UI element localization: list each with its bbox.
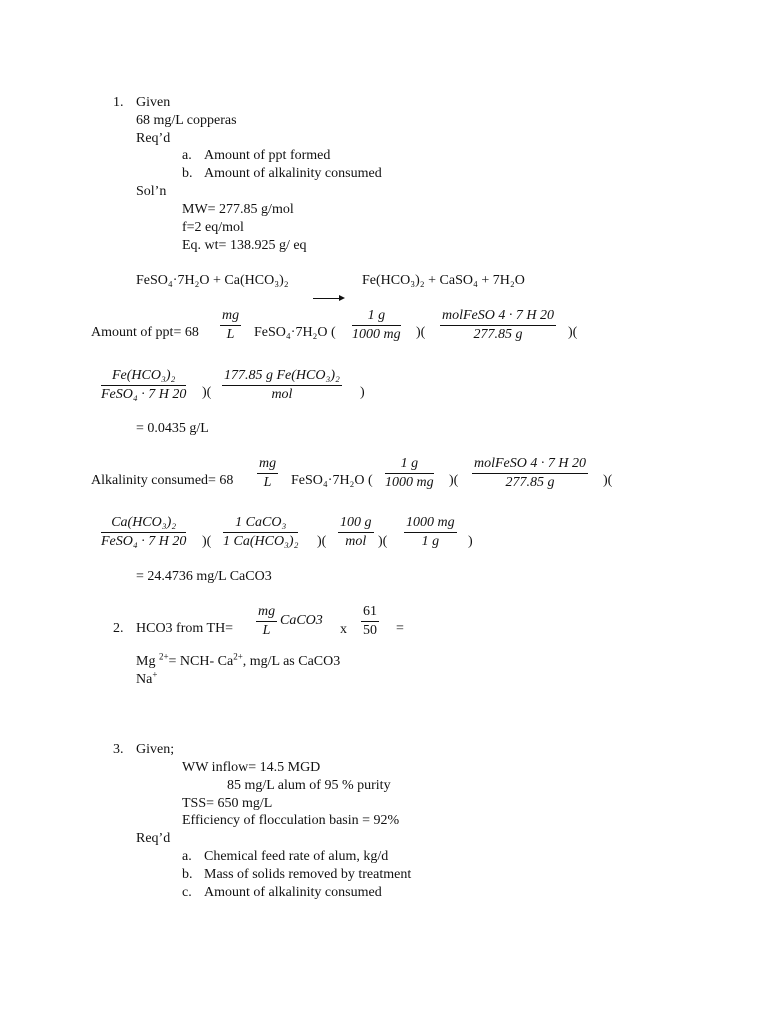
required-heading: Req’d: [136, 131, 171, 146]
alkalinity-label: Alkalinity consumed= 68: [91, 473, 234, 488]
fraction-mol-per-g: [472, 456, 588, 491]
reaction-reactants: FeSO₄·7H₂O + Ca(HCO₃)₂: [136, 273, 289, 288]
na-symbol: Na: [136, 672, 153, 687]
req-a-label: a.: [182, 849, 192, 864]
fraction-mg-per-g: [404, 515, 457, 550]
paren: )(: [416, 325, 426, 340]
fraction-denominator: FeSO₄ · 7 H 20: [101, 534, 187, 549]
fraction-numerator: Ca(HCO₃)₂: [101, 515, 186, 533]
req-b-label: b.: [182, 166, 193, 181]
fraction-fe-per-feso4: [101, 368, 186, 403]
paren: )(: [449, 473, 459, 488]
fraction-numerator: Fe(HCO₃)₂: [101, 368, 186, 386]
solution-heading: Sol’n: [136, 184, 167, 199]
fraction-numerator: 1 g: [385, 456, 434, 474]
paren: )(: [603, 473, 613, 488]
fraction-numerator: 1 g: [352, 308, 401, 326]
ppt-compound: FeSO₄·7H₂O (: [254, 325, 336, 340]
na-ion: [136, 669, 158, 688]
ion-balance-line: [136, 651, 341, 670]
fraction-numerator: 177.85 g Fe(HCO₃)₂: [222, 368, 342, 386]
fraction-denominator: 1 g: [421, 534, 440, 549]
equivalent-weight: Eq. wt= 138.925 g/ eq: [182, 238, 307, 253]
fraction-numerator: 61: [361, 604, 379, 622]
req-c-label: c.: [182, 885, 192, 900]
fraction-denominator: mol: [271, 387, 293, 402]
fraction-g-per-mg: [352, 308, 401, 343]
fraction-denominator: L: [226, 327, 235, 342]
problem-2-number: 2.: [113, 621, 124, 636]
fraction-denominator: 50: [363, 623, 377, 638]
paren: ): [468, 534, 473, 549]
given-heading: Given: [136, 95, 171, 110]
flocculation-efficiency: Efficiency of flocculation basin = 92%: [182, 813, 400, 828]
problem-1-number: 1.: [113, 95, 124, 110]
paren: )(: [202, 534, 212, 549]
mg-ion: Mg: [136, 654, 156, 669]
ion-balance-unit: , mg/L as CaCO3: [242, 654, 341, 669]
fraction-61-over-50: [361, 604, 379, 639]
fraction-denominator: L: [262, 623, 271, 638]
fraction-denominator: mol: [345, 534, 367, 549]
fraction-numerator: 1000 mg: [404, 515, 457, 533]
times-sign: x: [340, 622, 347, 637]
fraction-numerator: mg: [257, 456, 278, 474]
alkalinity-compound: FeSO₄·7H₂O (: [291, 473, 373, 488]
reaction-products: Fe(HCO₃)₂ + CaSO₄ + 7H₂O: [362, 273, 525, 288]
na-charge: +: [152, 669, 158, 680]
req-b-text: Amount of alkalinity consumed: [204, 166, 382, 181]
fraction-denominator: FeSO₄ · 7 H 20: [101, 387, 187, 402]
mg-charge: 2+: [158, 651, 169, 662]
problem-3-number: 3.: [113, 742, 124, 757]
alkalinity-result: = 24.4736 mg/L CaCO3: [136, 569, 272, 584]
fraction-numerator: 100 g: [338, 515, 374, 533]
given-value: 68 mg/L copperas: [136, 113, 237, 128]
fraction-denominator: 1000 mg: [352, 327, 401, 342]
req-a-text: Chemical feed rate of alum, kg/d: [204, 849, 389, 864]
hco3-label: HCO3 from TH=: [136, 621, 234, 636]
fraction-denominator: 1 Ca(HCO₃)₂: [223, 534, 299, 549]
ion-balance-text: = NCH- Ca: [168, 654, 234, 669]
molecular-weight: MW= 277.85 g/mol: [182, 202, 294, 217]
fraction-ca-per-feso4: [101, 515, 186, 550]
fraction-denominator: L: [263, 475, 272, 490]
paren: ): [360, 385, 365, 400]
ppt-label: Amount of ppt= 68: [91, 325, 199, 340]
inflow: WW inflow= 14.5 MGD: [182, 760, 321, 775]
fraction-numerator: molFeSO 4 · 7 H 20: [440, 308, 556, 326]
paren: )(: [568, 325, 578, 340]
fraction-numerator: mg: [256, 604, 277, 622]
fraction-numerator: mg: [220, 308, 241, 326]
req-b-label: b.: [182, 867, 193, 882]
fraction-fe-molar-mass: [222, 368, 342, 403]
fraction-denominator: 1000 mg: [385, 475, 434, 490]
tss: TSS= 650 mg/L: [182, 796, 273, 811]
fraction-numerator: 1 CaCO₃: [223, 515, 298, 533]
fraction-numerator: molFeSO 4 · 7 H 20: [472, 456, 588, 474]
ppt-result: = 0.0435 g/L: [136, 421, 209, 436]
caco3-term: CaCO3: [280, 613, 323, 628]
fraction-mg-per-L: [220, 308, 241, 343]
paren: )(: [317, 534, 327, 549]
fraction-caco3-per-ca: [223, 515, 298, 550]
fraction-g-per-mg: [385, 456, 434, 491]
alum-dose: 85 mg/L alum of 95 % purity: [227, 778, 391, 793]
req-a-text: Amount of ppt formed: [204, 148, 331, 163]
given-heading: Given;: [136, 742, 175, 757]
fraction-g-per-mol: [338, 515, 374, 550]
fraction-mol-per-g: [440, 308, 556, 343]
ca-charge: 2+: [233, 651, 243, 662]
fraction-denominator: 277.85 g: [473, 327, 523, 342]
paren: )(: [378, 534, 388, 549]
factor: f=2 eq/mol: [182, 220, 244, 235]
paren: )(: [202, 385, 212, 400]
req-b-text: Mass of solids removed by treatment: [204, 867, 412, 882]
required-heading: Req’d: [136, 831, 171, 846]
reaction-arrow-icon: [313, 298, 343, 299]
fraction-mg-per-L: [257, 456, 278, 491]
fraction-denominator: 277.85 g: [505, 475, 555, 490]
fraction-mg-per-L: [256, 604, 277, 639]
req-c-text: Amount of alkalinity consumed: [204, 885, 382, 900]
equals-sign: =: [396, 621, 404, 636]
req-a-label: a.: [182, 148, 192, 163]
